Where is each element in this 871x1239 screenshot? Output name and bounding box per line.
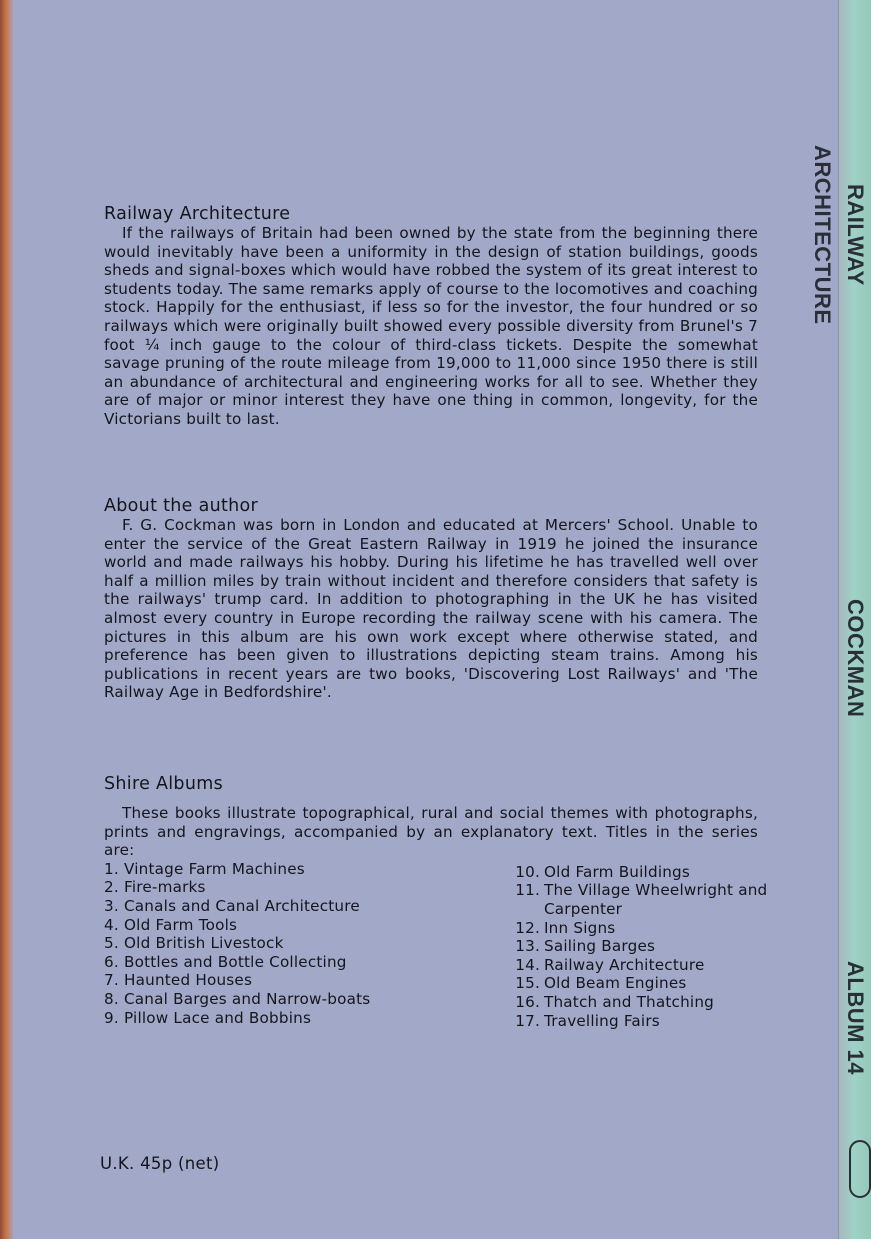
- book-spine: [810, 0, 871, 1239]
- about-author-section: [104, 496, 758, 702]
- publisher-logo-icon: [849, 1140, 871, 1198]
- series-title-text: Fire-marks: [124, 878, 206, 897]
- series-title-item: [104, 897, 424, 916]
- series-title-text: Thatch and Thatching: [544, 992, 714, 1011]
- series-title-item: [104, 990, 424, 1009]
- series-title-number: 9.: [104, 1008, 119, 1027]
- series-title-text: Travelling Fairs: [544, 1011, 660, 1030]
- section-heading: Railway Architecture: [104, 204, 291, 224]
- series-title-number: 10.: [515, 862, 540, 881]
- series-titles-left: [104, 860, 424, 1027]
- series-title-number: 7.: [104, 971, 119, 990]
- series-title-item: [506, 956, 776, 975]
- series-title-text: Old Farm Buildings: [544, 862, 691, 881]
- series-title-text: The Village Wheelwright and Carpenter: [544, 881, 768, 918]
- series-title-item: [506, 863, 776, 882]
- shire-albums-section: [104, 774, 768, 1050]
- series-title-item: [506, 993, 776, 1012]
- section-text: These books illustrate topographical, rural and social themes with photographs, prints and engravings, accompanied by an explanatory text. Titles in the series are:: [104, 804, 758, 860]
- series-title-text: Sailing Barges: [544, 937, 656, 956]
- series-title-item: [506, 881, 776, 918]
- series-title-number: 3.: [104, 896, 119, 915]
- series-title-item: [104, 934, 424, 953]
- series-title-text: Bottles and Bottle Collecting: [124, 952, 347, 971]
- series-title-item: [104, 860, 424, 879]
- series-title-item: [506, 919, 776, 938]
- series-title-text: Old Beam Engines: [544, 974, 687, 993]
- section-text: F. G. Cockman was born in London and educated at Mercers' School. Unable to enter the service of the Great Eastern Railway in 1919 he joined the insurance world and made railways his hobby. During his lifetime he has travelled well over half a million miles by train without incident and therefore considers that safety is the railways' trump card. In addition to photographing in the UK he has visited almost every country in Europe recording the railway scene with his camera. The pictures in this album are his own work except where otherwise stated, and preference has been given to illustrations depicting steam trains. Among his publications in recent years are two books, 'Discovering Lost Railways' and 'The Railway Age in Bedfordshire'.: [104, 516, 758, 702]
- series-title-number: 17.: [515, 1011, 540, 1030]
- section-heading: Shire Albums: [104, 774, 223, 794]
- series-title-text: Haunted Houses: [124, 971, 253, 990]
- series-title-item: [104, 916, 424, 935]
- series-title-text: Canals and Canal Architecture: [124, 896, 360, 915]
- series-title-number: 16.: [515, 992, 540, 1011]
- spine-author: COCKMAN: [843, 598, 868, 718]
- section-text: If the railways of Britain had been owned by the state from the beginning there would inevitably have been a uniformity in the design of station buildings, goods sheds and signal-boxes which would have robbed the system of its great interest to students today. The same remarks apply of course to the locomotives and coaching stock. Happily for the enthusiast, if less so for the investor, the four hundred or so railways which were originally built showed every possible diversity from Brunel's 7 foot ¼ inch gauge to the colour of third-class tickets. Despite the somewhat savage pruning of the route mileage from 19,000 to 11,000 since 1950 there is still an abundance of architectural and engineering works for all to see. Whether they are of major or minor interest they have one thing in common, longevity, for the Victorians built to last.: [104, 224, 758, 428]
- series-title-item: [506, 974, 776, 993]
- series-title-text: Canal Barges and Narrow-boats: [124, 989, 371, 1008]
- series-title-text: Inn Signs: [544, 918, 616, 937]
- series-title-text: Railway Architecture: [544, 955, 705, 974]
- series-title-item: [506, 937, 776, 956]
- series-title-number: 14.: [515, 955, 540, 974]
- series-title-number: 1.: [104, 859, 119, 878]
- series-title-number: 6.: [104, 952, 119, 971]
- series-title-item: [104, 1009, 424, 1028]
- series-title-number: 2.: [104, 878, 119, 897]
- series-titles: [104, 859, 768, 1050]
- series-title-item: [104, 953, 424, 972]
- section-heading: About the author: [104, 496, 259, 516]
- series-title-text: Vintage Farm Machines: [124, 859, 305, 878]
- series-title-number: 8.: [104, 989, 119, 1008]
- series-title-number: 12.: [515, 918, 540, 937]
- series-titles-right: [506, 863, 776, 1030]
- series-title-text: Pillow Lace and Bobbins: [124, 1008, 312, 1027]
- series-title-item: [104, 971, 424, 990]
- series-title-item: [506, 1012, 776, 1031]
- front-cover-edge: [0, 0, 14, 1239]
- series-title-text: Old British Livestock: [124, 934, 284, 953]
- series-title-number: 13.: [515, 937, 540, 956]
- series-title-item: [104, 878, 424, 897]
- series-title-text: Old Farm Tools: [124, 915, 238, 934]
- series-title-number: 15.: [515, 974, 540, 993]
- spine-title: RAILWAY ARCHITECTURE: [810, 145, 868, 325]
- series-title-number: 4.: [104, 915, 119, 934]
- price-label: U.K. 45p (net): [100, 1154, 220, 1173]
- railway-architecture-section: [104, 204, 758, 429]
- series-title-number: 11.: [515, 881, 540, 900]
- spine-album-number: ALBUM 14: [843, 960, 868, 1075]
- series-title-number: 5.: [104, 934, 119, 953]
